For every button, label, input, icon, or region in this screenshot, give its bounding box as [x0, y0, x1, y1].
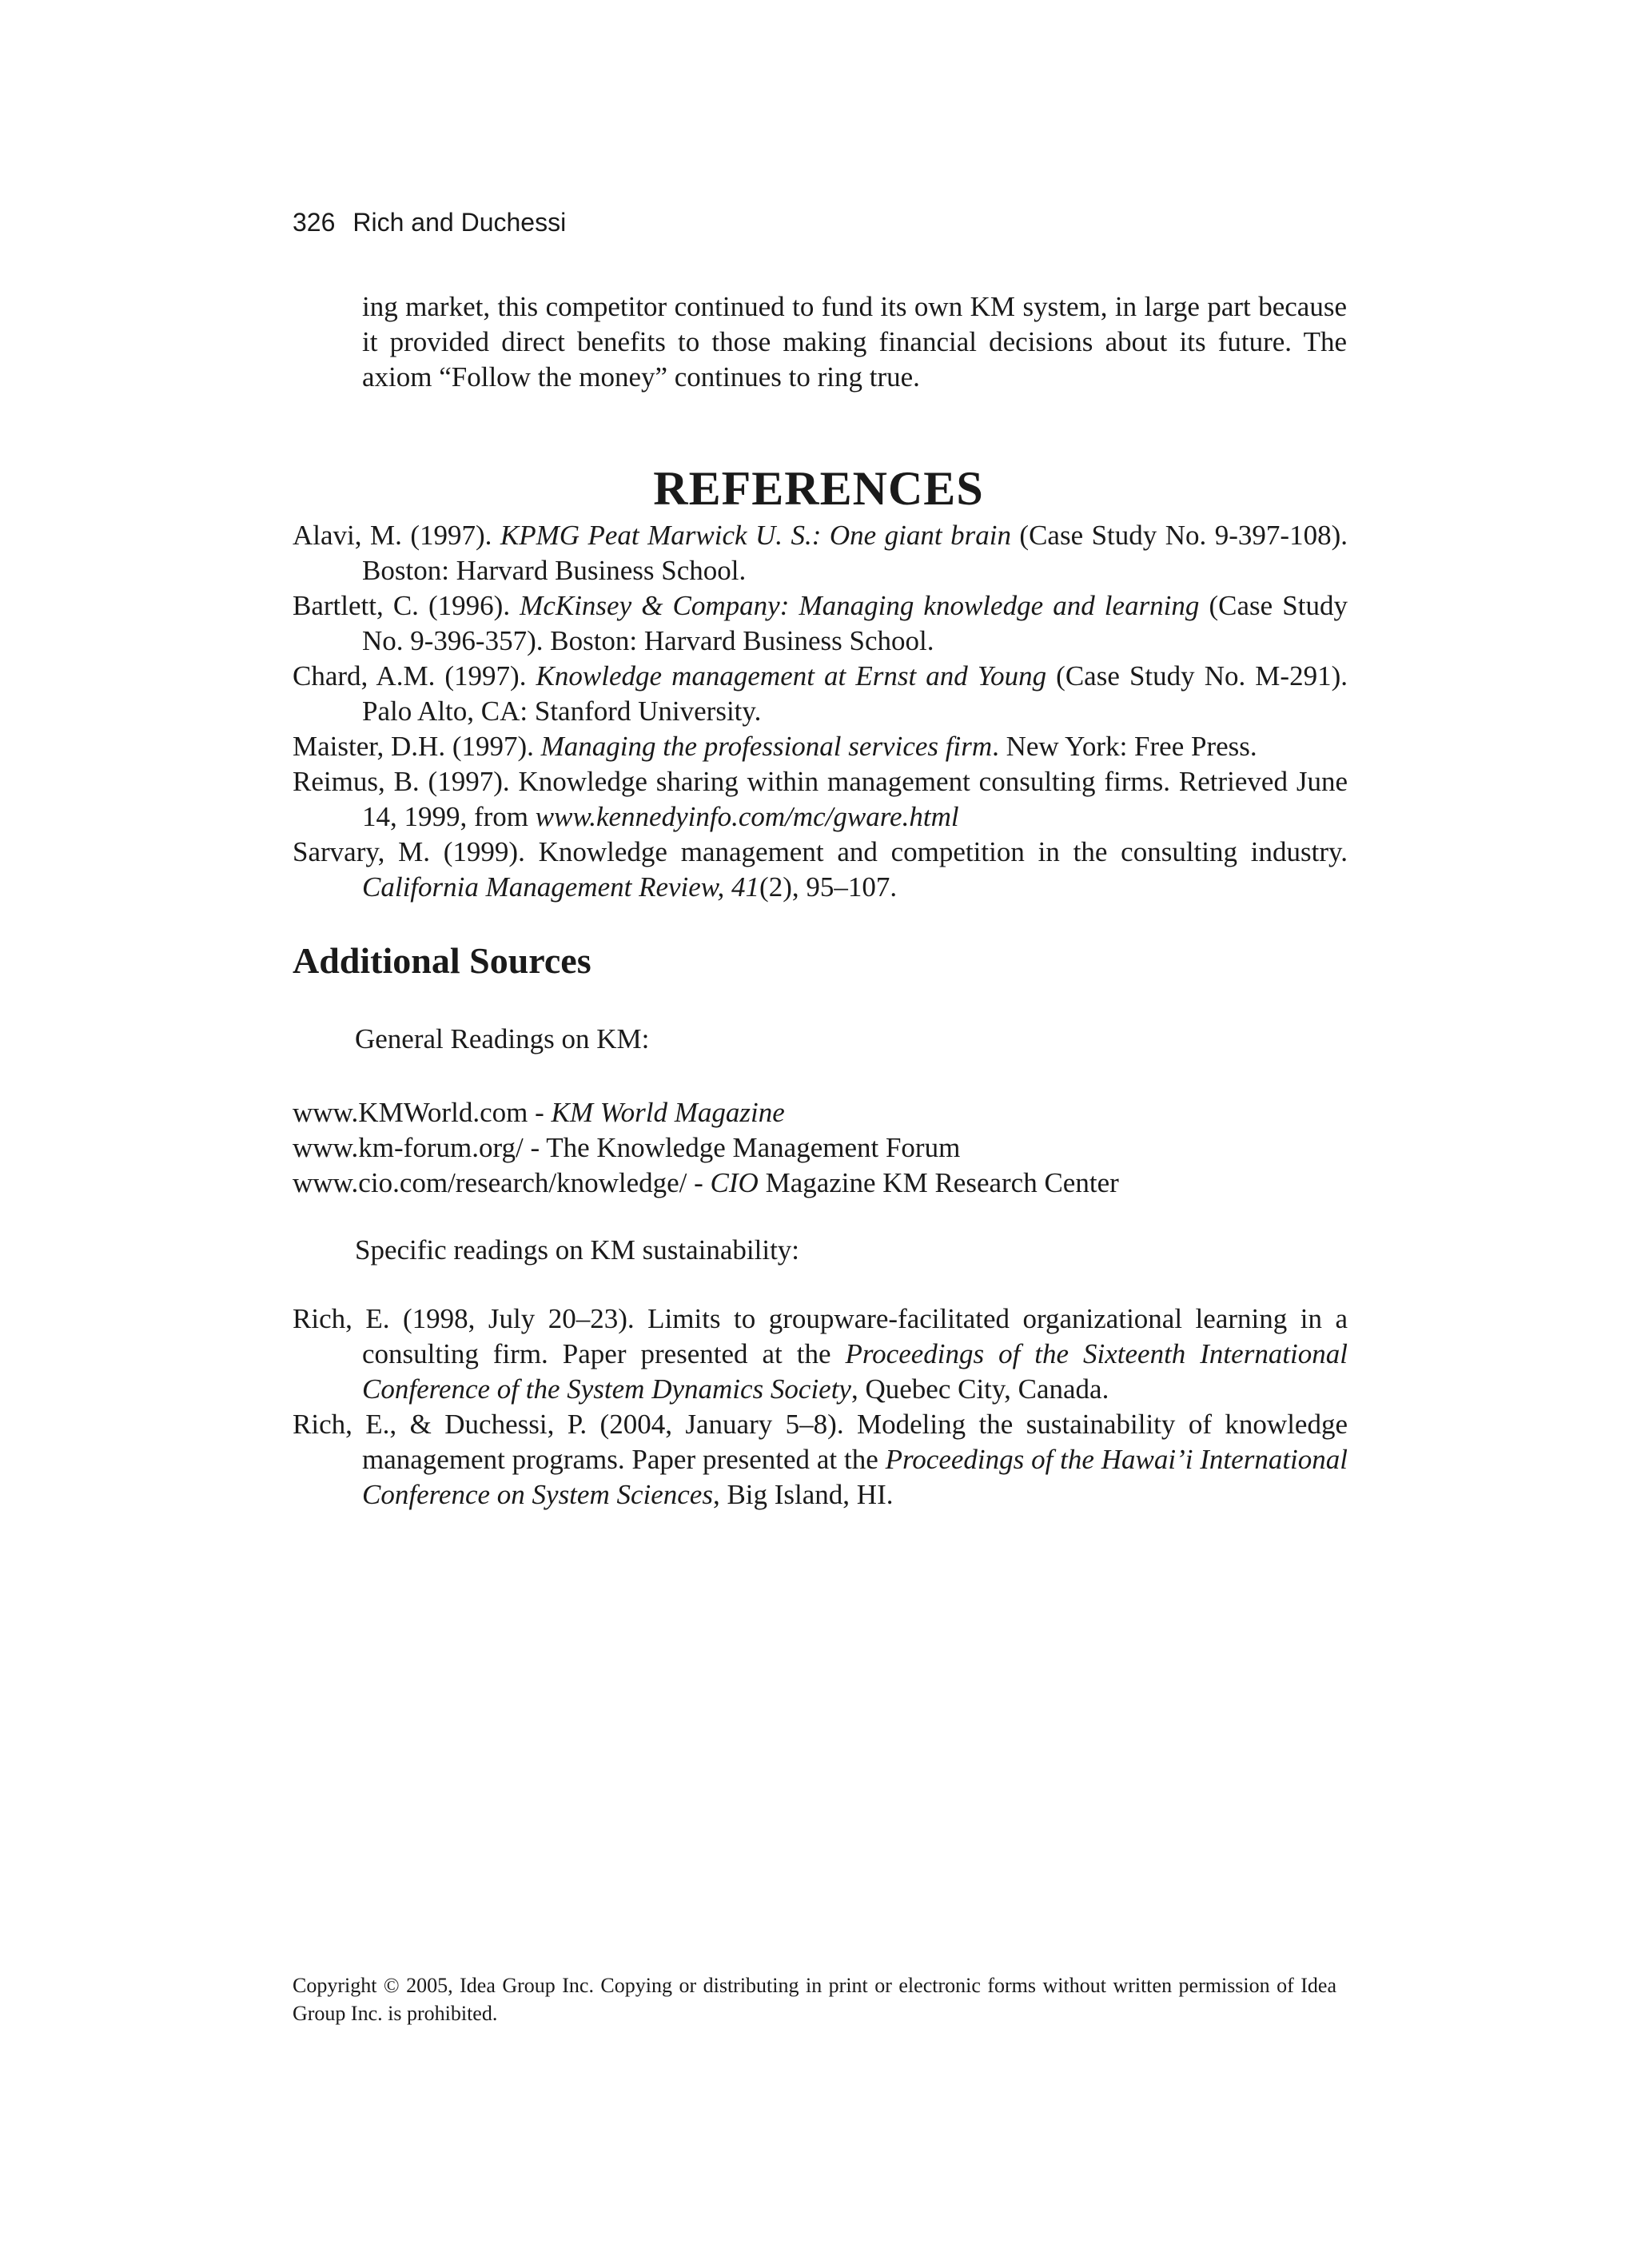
reference-entry: Rich, E., & Duchessi, P. (2004, January 5–8). Modeling the sustainability of knowledge management programs. Paper presented at the Proceedings of the Hawai’i International Conference on System Sciences, Big Island, HI. [293, 1409, 1348, 1510]
specific-readings-list [293, 1301, 1348, 1513]
running-head [293, 206, 566, 238]
reference-entry: Alavi, M. (1997). KPMG Peat Marwick U. S.: One giant brain (Case Study No. 9-397-108). Boston: Harvard Business School. [293, 520, 1348, 586]
reference-entry: Sarvary, M. (1999). Knowledge management and competition in the consulting industry. California Management Review, 41(2), 95–107. [293, 836, 1348, 903]
intro-paragraph: ing market, this competitor continued to fund its own KM system, in large part because it provided direct benefits to those making financial decisions about its future. The axiom “Follow the money” continues to ring true. [362, 291, 1347, 393]
reference-entry: Reimus, B. (1997). Knowledge sharing within management consulting firms. Retrieved June 14, 1999, from www.kennedyinfo.com/mc/gware.html [293, 766, 1348, 832]
copyright-notice: Copyright © 2005, Idea Group Inc. Copying or distributing in print or electronic forms without written permission of Idea Group Inc. is prohibited. [293, 1974, 1336, 2025]
website-entry: www.km-forum.org/ - The Knowledge Management Forum [293, 1132, 961, 1163]
website-entry: www.cio.com/research/knowledge/ - CIO Magazine KM Research Center [293, 1167, 1119, 1198]
running-head-authors: Rich and Duchessi [352, 208, 567, 237]
additional-sources-heading: Additional Sources [293, 940, 591, 981]
reference-entry: Chard, A.M. (1997). Knowledge management at Ernst and Young (Case Study No. M-291). Palo Alto, CA: Stanford University. [293, 660, 1348, 727]
general-readings-label: General Readings on KM: [355, 1023, 650, 1054]
reference-entry: Rich, E. (1998, July 20–23). Limits to groupware-facilitated organizational learning in a consulting firm. Paper presented at the Proceedings of the Sixteenth International Conference of the System Dynamics Society, Quebec City, Canada. [293, 1303, 1348, 1405]
website-entry: www.KMWorld.com - KM World Magazine [293, 1097, 785, 1128]
reference-entry: Maister, D.H. (1997). Managing the professional services firm. New York: Free Press. [293, 731, 1257, 762]
references-list [293, 518, 1348, 905]
page-number: 326 [293, 208, 336, 237]
specific-readings-label: Specific readings on KM sustainability: [355, 1234, 800, 1266]
references-heading: REFERENCES [653, 462, 984, 515]
reference-entry: Bartlett, C. (1996). McKinsey & Company: Managing knowledge and learning (Case Study No. 9-396-357). Boston: Harvard Business School. [293, 590, 1348, 656]
